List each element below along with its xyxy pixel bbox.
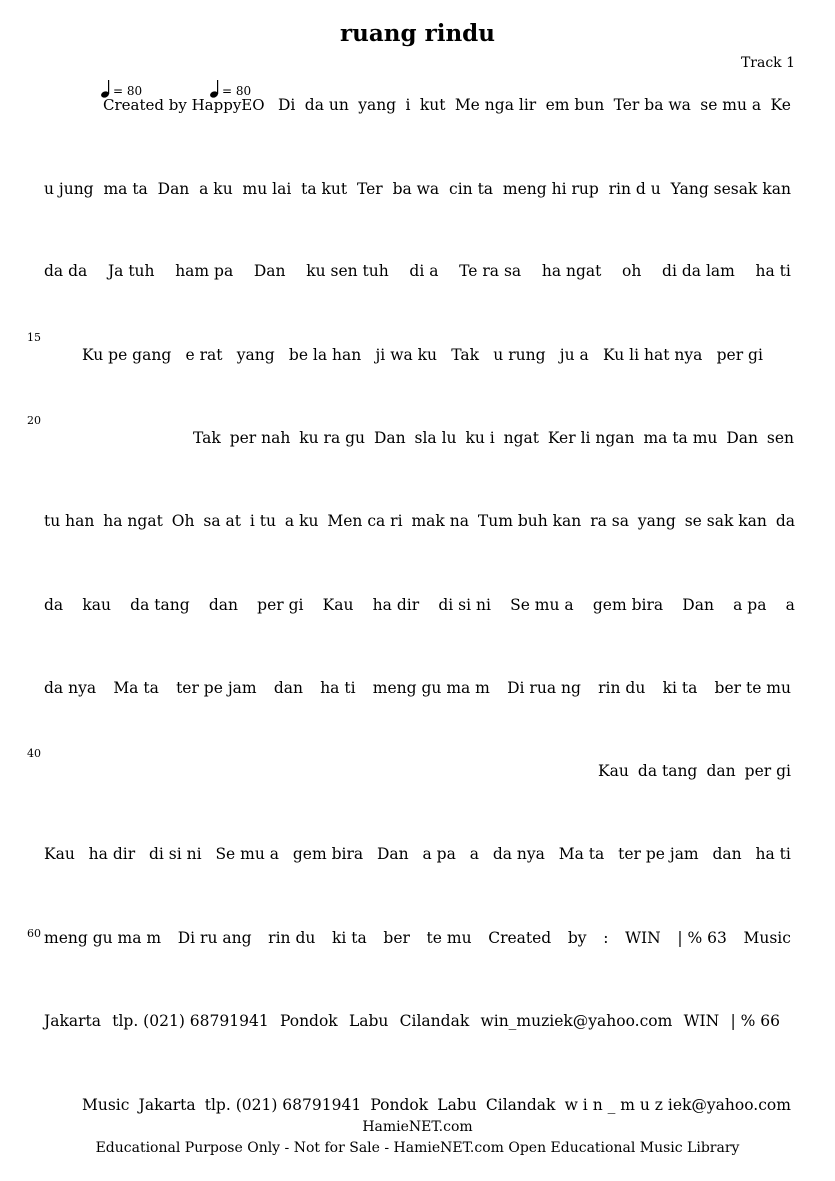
lyric-syllable: a ku: [284, 512, 319, 530]
lyric-syllable: ham pa: [175, 262, 234, 280]
lyric-syllable: Labu: [348, 1012, 389, 1030]
lyric-syllable: se mu a: [700, 96, 762, 114]
lyric-syllable: ha ngat: [541, 262, 602, 280]
lyric-line: [44, 845, 791, 867]
lyric-syllable: :: [603, 929, 609, 947]
lyric-syllable: di a: [409, 262, 439, 280]
created-by: Created by HappyEO: [103, 96, 265, 114]
lyric-line: [82, 1096, 791, 1118]
lyric-line: [278, 96, 791, 118]
lyric-syllable: ta kut: [301, 180, 348, 198]
lyric-syllable: ber: [383, 929, 410, 947]
lyric-syllable: w i n _ m u z iek@yahoo.com: [564, 1096, 791, 1114]
lyric-line: [82, 346, 763, 368]
lyric-syllable: dan: [712, 845, 742, 863]
lyric-syllable: Di rua ng: [507, 679, 581, 697]
lyric-syllable: be la han: [288, 346, 362, 364]
lyric-syllable: da nya: [44, 679, 97, 697]
lyric-syllable: Te ra sa: [459, 262, 522, 280]
lyric-syllable: tlp. (021) 68791941: [112, 1012, 269, 1030]
page-title: ruang rindu: [340, 20, 495, 47]
lyric-syllable: WIN: [683, 1012, 720, 1030]
lyric-syllable: u rung: [493, 346, 546, 364]
lyric-syllable: Oh: [171, 512, 195, 530]
lyric-syllable: em bun: [545, 96, 605, 114]
lyric-syllable: ra sa: [590, 512, 629, 530]
lyric-syllable: ji wa ku: [375, 346, 438, 364]
lyric-syllable: Music: [743, 929, 791, 947]
track-label: Track 1: [740, 55, 795, 71]
lyric-syllable: ber te mu: [714, 679, 791, 697]
lyric-syllable: gem bira: [292, 845, 364, 863]
lyric-syllable: ma ta mu: [643, 429, 718, 447]
lyric-syllable: sla lu: [414, 429, 457, 447]
lyric-syllable: Dan: [376, 845, 409, 863]
lyric-syllable: Ku pe gang: [82, 346, 172, 364]
lyric-syllable: sen: [766, 429, 794, 447]
lyric-syllable: kut: [419, 96, 446, 114]
lyric-syllable: ma ta: [103, 180, 148, 198]
lyric-syllable: i: [405, 96, 411, 114]
lyric-syllable: Se mu a: [215, 845, 280, 863]
lyric-syllable: da nya: [492, 845, 545, 863]
lyric-syllable: da tang: [637, 762, 698, 780]
lyric-syllable: yang: [236, 346, 275, 364]
lyric-syllable: da tang: [130, 596, 190, 614]
lyric-line: [44, 1012, 780, 1034]
footer-site: HamieNET.com: [362, 1119, 473, 1135]
lyric-line: [44, 929, 791, 951]
lyric-syllable: ki ta: [662, 679, 698, 697]
lyric-syllable: u jung: [44, 180, 94, 198]
lyric-syllable: Tum buh kan: [477, 512, 582, 530]
lyric-syllable: ha ti: [755, 845, 791, 863]
lyric-syllable: da da: [44, 262, 88, 280]
lyric-syllable: ngat: [503, 429, 539, 447]
lyric-line: [44, 596, 795, 618]
lyric-syllable: Di: [278, 96, 296, 114]
lyric-syllable: i tu: [249, 512, 276, 530]
lyric-syllable: ki ta: [332, 929, 367, 947]
lyric-syllable: e rat: [185, 346, 223, 364]
lyric-syllable: Ter: [357, 180, 383, 198]
footer-notice: Educational Purpose Only - Not for Sale - HamieNET.com Open Educational Music Library: [95, 1140, 740, 1156]
lyric-line: [44, 679, 791, 701]
lyric-syllable: Music: [82, 1096, 130, 1114]
lyric-syllable: Jakarta: [44, 1012, 101, 1030]
lyric-line: [44, 180, 791, 202]
lyric-line: [44, 512, 795, 534]
lyric-syllable: yang: [637, 512, 676, 530]
lyric-syllable: ter pe jam: [618, 845, 699, 863]
lyric-syllable: da: [775, 512, 795, 530]
lyric-syllable: Cilandak: [485, 1096, 556, 1114]
lyric-syllable: Di ru ang: [177, 929, 252, 947]
lyric-syllable: mu lai: [242, 180, 292, 198]
lyric-syllable: ha dir: [372, 596, 420, 614]
lyric-syllable: Dan: [253, 262, 286, 280]
lyric-syllable: Tak: [193, 429, 221, 447]
lyric-syllable: Ma ta: [113, 679, 159, 697]
lyric-syllable: meng gu ma m: [372, 679, 490, 697]
lyric-syllable: per gi: [257, 596, 304, 614]
lyric-syllable: cin ta: [449, 180, 494, 198]
lyric-syllable: per gi: [716, 346, 763, 364]
lyric-syllable: dan: [208, 596, 238, 614]
lyric-syllable: meng hi rup: [502, 180, 599, 198]
lyric-syllable: Ja tuh: [107, 262, 155, 280]
lyric-syllable: di si ni: [148, 845, 202, 863]
measure-number: 20: [27, 414, 41, 427]
lyric-syllable: a ku: [199, 180, 233, 198]
lyric-syllable: da: [44, 596, 64, 614]
lyric-syllable: tlp. (021) 68791941: [204, 1096, 362, 1114]
lyric-syllable: ha ti: [755, 262, 791, 280]
lyric-syllable: oh: [622, 262, 642, 280]
lyric-syllable: Kau: [322, 596, 354, 614]
lyric-syllable: meng gu ma m: [44, 929, 162, 947]
lyric-syllable: rin du: [268, 929, 316, 947]
lyric-syllable: te mu: [426, 929, 472, 947]
lyric-syllable: ku i: [465, 429, 495, 447]
lyric-syllable: Ma ta: [558, 845, 605, 863]
lyric-syllable: Yang sesak kan: [670, 180, 791, 198]
lyric-line: [598, 762, 791, 784]
lyric-syllable: ku ra gu: [299, 429, 366, 447]
lyric-syllable: ba wa: [392, 180, 440, 198]
lyric-syllable: dan: [706, 762, 736, 780]
lyric-syllable: Kau: [598, 762, 629, 780]
lyric-syllable: ha ngat: [103, 512, 163, 530]
lyric-syllable: a pa: [422, 845, 456, 863]
lyric-syllable: yang: [358, 96, 397, 114]
tempo-value: = 80: [222, 84, 252, 98]
lyric-syllable: Kau: [44, 845, 75, 863]
lyric-syllable: gem bira: [592, 596, 664, 614]
lyric-syllable: a: [469, 845, 479, 863]
lyric-syllable: Dan: [157, 180, 190, 198]
lyric-syllable: Men ca ri: [327, 512, 403, 530]
lyric-syllable: Dan: [726, 429, 758, 447]
lyric-syllable: WIN: [625, 929, 661, 947]
lyric-syllable: Dan: [373, 429, 406, 447]
lyric-syllable: di si ni: [438, 596, 491, 614]
lyric-syllable: ha dir: [88, 845, 136, 863]
lyric-syllable: Labu: [437, 1096, 477, 1114]
lyric-syllable: Pondok: [370, 1096, 429, 1114]
lyric-syllable: | % 66: [730, 1012, 780, 1030]
lyric-syllable: a pa: [733, 596, 767, 614]
lyric-syllable: Se mu a: [510, 596, 574, 614]
lyric-syllable: dan: [273, 679, 303, 697]
lyric-syllable: se sak kan: [684, 512, 767, 530]
lyric-syllable: Me nga lir: [454, 96, 537, 114]
lyric-syllable: Ker li ngan: [547, 429, 635, 447]
lyric-line: [193, 429, 794, 451]
lyric-syllable: rin du: [598, 679, 646, 697]
measure-number: 15: [27, 331, 41, 344]
lyric-syllable: Ter ba wa: [613, 96, 691, 114]
lyric-syllable: Dan: [682, 596, 714, 614]
lyric-syllable: per gi: [744, 762, 791, 780]
lyric-syllable: ku sen tuh: [306, 262, 389, 280]
measure-number: 40: [27, 747, 41, 760]
lyric-syllable: ha ti: [320, 679, 356, 697]
lyric-syllable: Cilandak: [399, 1012, 470, 1030]
measure-number: 60: [27, 927, 41, 940]
lyric-line: [44, 262, 791, 284]
lyric-syllable: ju a: [559, 346, 589, 364]
lyric-syllable: per nah: [229, 429, 291, 447]
lyric-syllable: Ku li hat nya: [602, 346, 703, 364]
lyric-syllable: Ke: [770, 96, 791, 114]
lyric-syllable: Tak: [451, 346, 480, 364]
lyric-syllable: da un: [304, 96, 349, 114]
lyric-syllable: a: [785, 596, 795, 614]
lyric-syllable: win_muziek@yahoo.com: [480, 1012, 673, 1030]
lyric-syllable: di da lam: [662, 262, 735, 280]
lyric-syllable: mak na: [411, 512, 469, 530]
lyric-syllable: Jakarta: [138, 1096, 196, 1114]
lyric-syllable: ter pe jam: [176, 679, 257, 697]
lyric-syllable: kau: [82, 596, 111, 614]
lyric-syllable: tu han: [44, 512, 95, 530]
lyric-syllable: rin d u: [608, 180, 661, 198]
lyric-syllable: sa at: [203, 512, 241, 530]
lyric-syllable: by: [567, 929, 587, 947]
lyric-syllable: | % 63: [677, 929, 727, 947]
tempo-value: = 80: [113, 84, 143, 98]
lyric-syllable: Pondok: [279, 1012, 338, 1030]
lyric-syllable: Created: [488, 929, 552, 947]
